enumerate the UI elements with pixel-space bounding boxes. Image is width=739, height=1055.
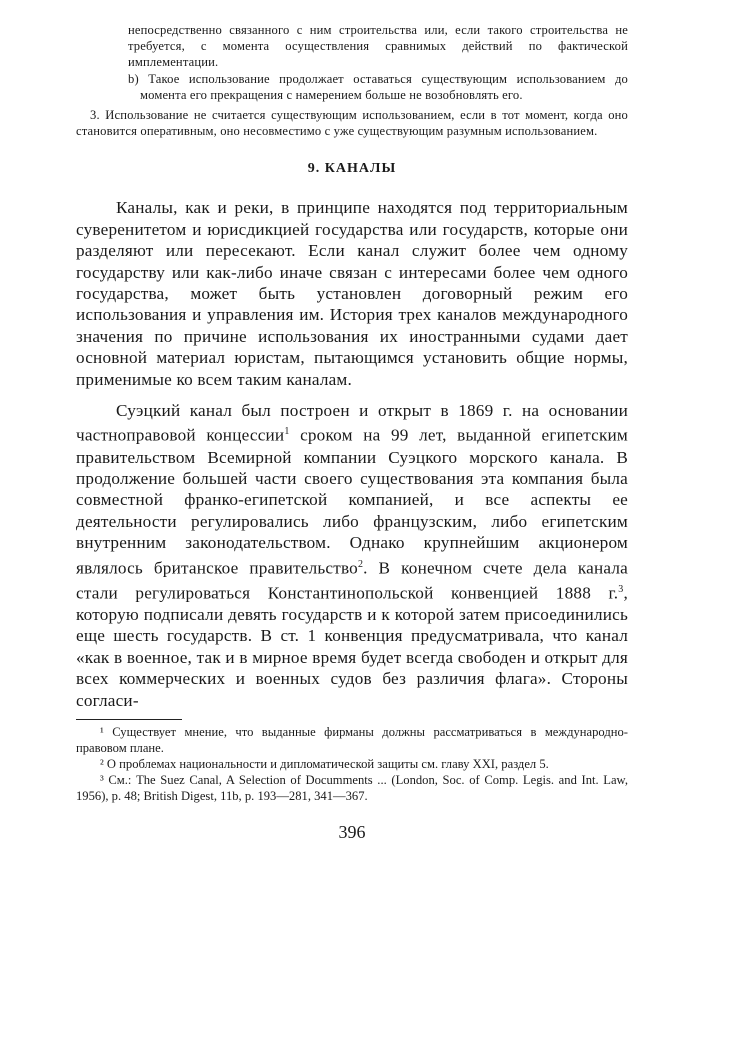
footnote-ref-3: 3	[618, 583, 624, 595]
footnote-3: ³ См.: The Suez Canal, A Selection of Documments ... (London, Soc. of Comp. Legis. and Int. Law, 1956), p. 48; British Digest, 11b, p. 193—281, 341—367.	[76, 772, 628, 803]
suez-text-part-2: сроком на 99 лет, выданной египетским правительством Всемирной компании Суэцкого морского канала. В продолжение большей части своего существования эта компания была совместной франко-египетской компанией, и все аспекты ее деятельности регулировались либо французским, либо египетским внутренним законодательством. Однако крупнейшим акционером являлось британское правительство	[76, 426, 628, 578]
page-number: 396	[338, 821, 366, 842]
suez-text-part-4: , которую подписали девять государств и к которой затем присоединились еще шесть государств. В ст. 1 конвенция предусматривала, что канал «как в военное, так и в мирное время будет всегда свободен и открыт для всех коммерческих и военных судов без различия флага». Стороны согласи-	[76, 583, 628, 710]
book-page	[76, 22, 628, 843]
body-paragraph-canals: Каналы, как и реки, в принципе находятся под территориальным суверенитетом и юрисдикцией государства или государств, которые они разделяют или пересекают. Если канал служит более чем одному государству или как-либо иначе связан с интересами более чем одного государства, может быть установлен договорный режим его использования и управления им. История трех каналов международного значения по причине использования их иностранными судами дает основной материал юристам, пытающимся установить общие нормы, применимые ко всем таким каналам.	[76, 198, 628, 389]
footnote-ref-2: 2	[357, 558, 364, 570]
footnote-1: ¹ Существует мнение, что выданные фирманы должны рассматриваться в международно-правовом плане.	[76, 724, 628, 755]
body-paragraph-suez	[76, 400, 628, 711]
suez-text-part-1: Суэцкий канал был построен и открыт в 1869 г. на основании частноправовой концессии	[76, 401, 628, 446]
continued-text: непосредственно связанного с ним строительства или, если такого строительства не требуется, с момента осуществления сравнимых действий по фактической имплементации.	[128, 23, 628, 70]
footnote-2: ² О проблемах национальности и дипломатической защиты см. главу XXI, раздел 5.	[100, 756, 549, 771]
footnote-ref-1: 1	[284, 426, 290, 438]
footnote-divider	[76, 719, 182, 720]
suez-text-part-3: . В конечном счете дела канала стали регулироваться Константинопольской конвенцией 1888 г.	[76, 558, 628, 603]
section-heading: 9. КАНАЛЫ	[307, 161, 397, 177]
paragraph-3: 3. Использование не считается существующим использованием, если в тот момент, когда оно становится оперативным, оно несовместимо с уже существующим разумным использованием.	[76, 108, 628, 139]
list-item-b: b) Такое использование продолжает оставаться существующим использованием до момента его прекращения с намерением больше не возобновлять его.	[128, 71, 628, 102]
